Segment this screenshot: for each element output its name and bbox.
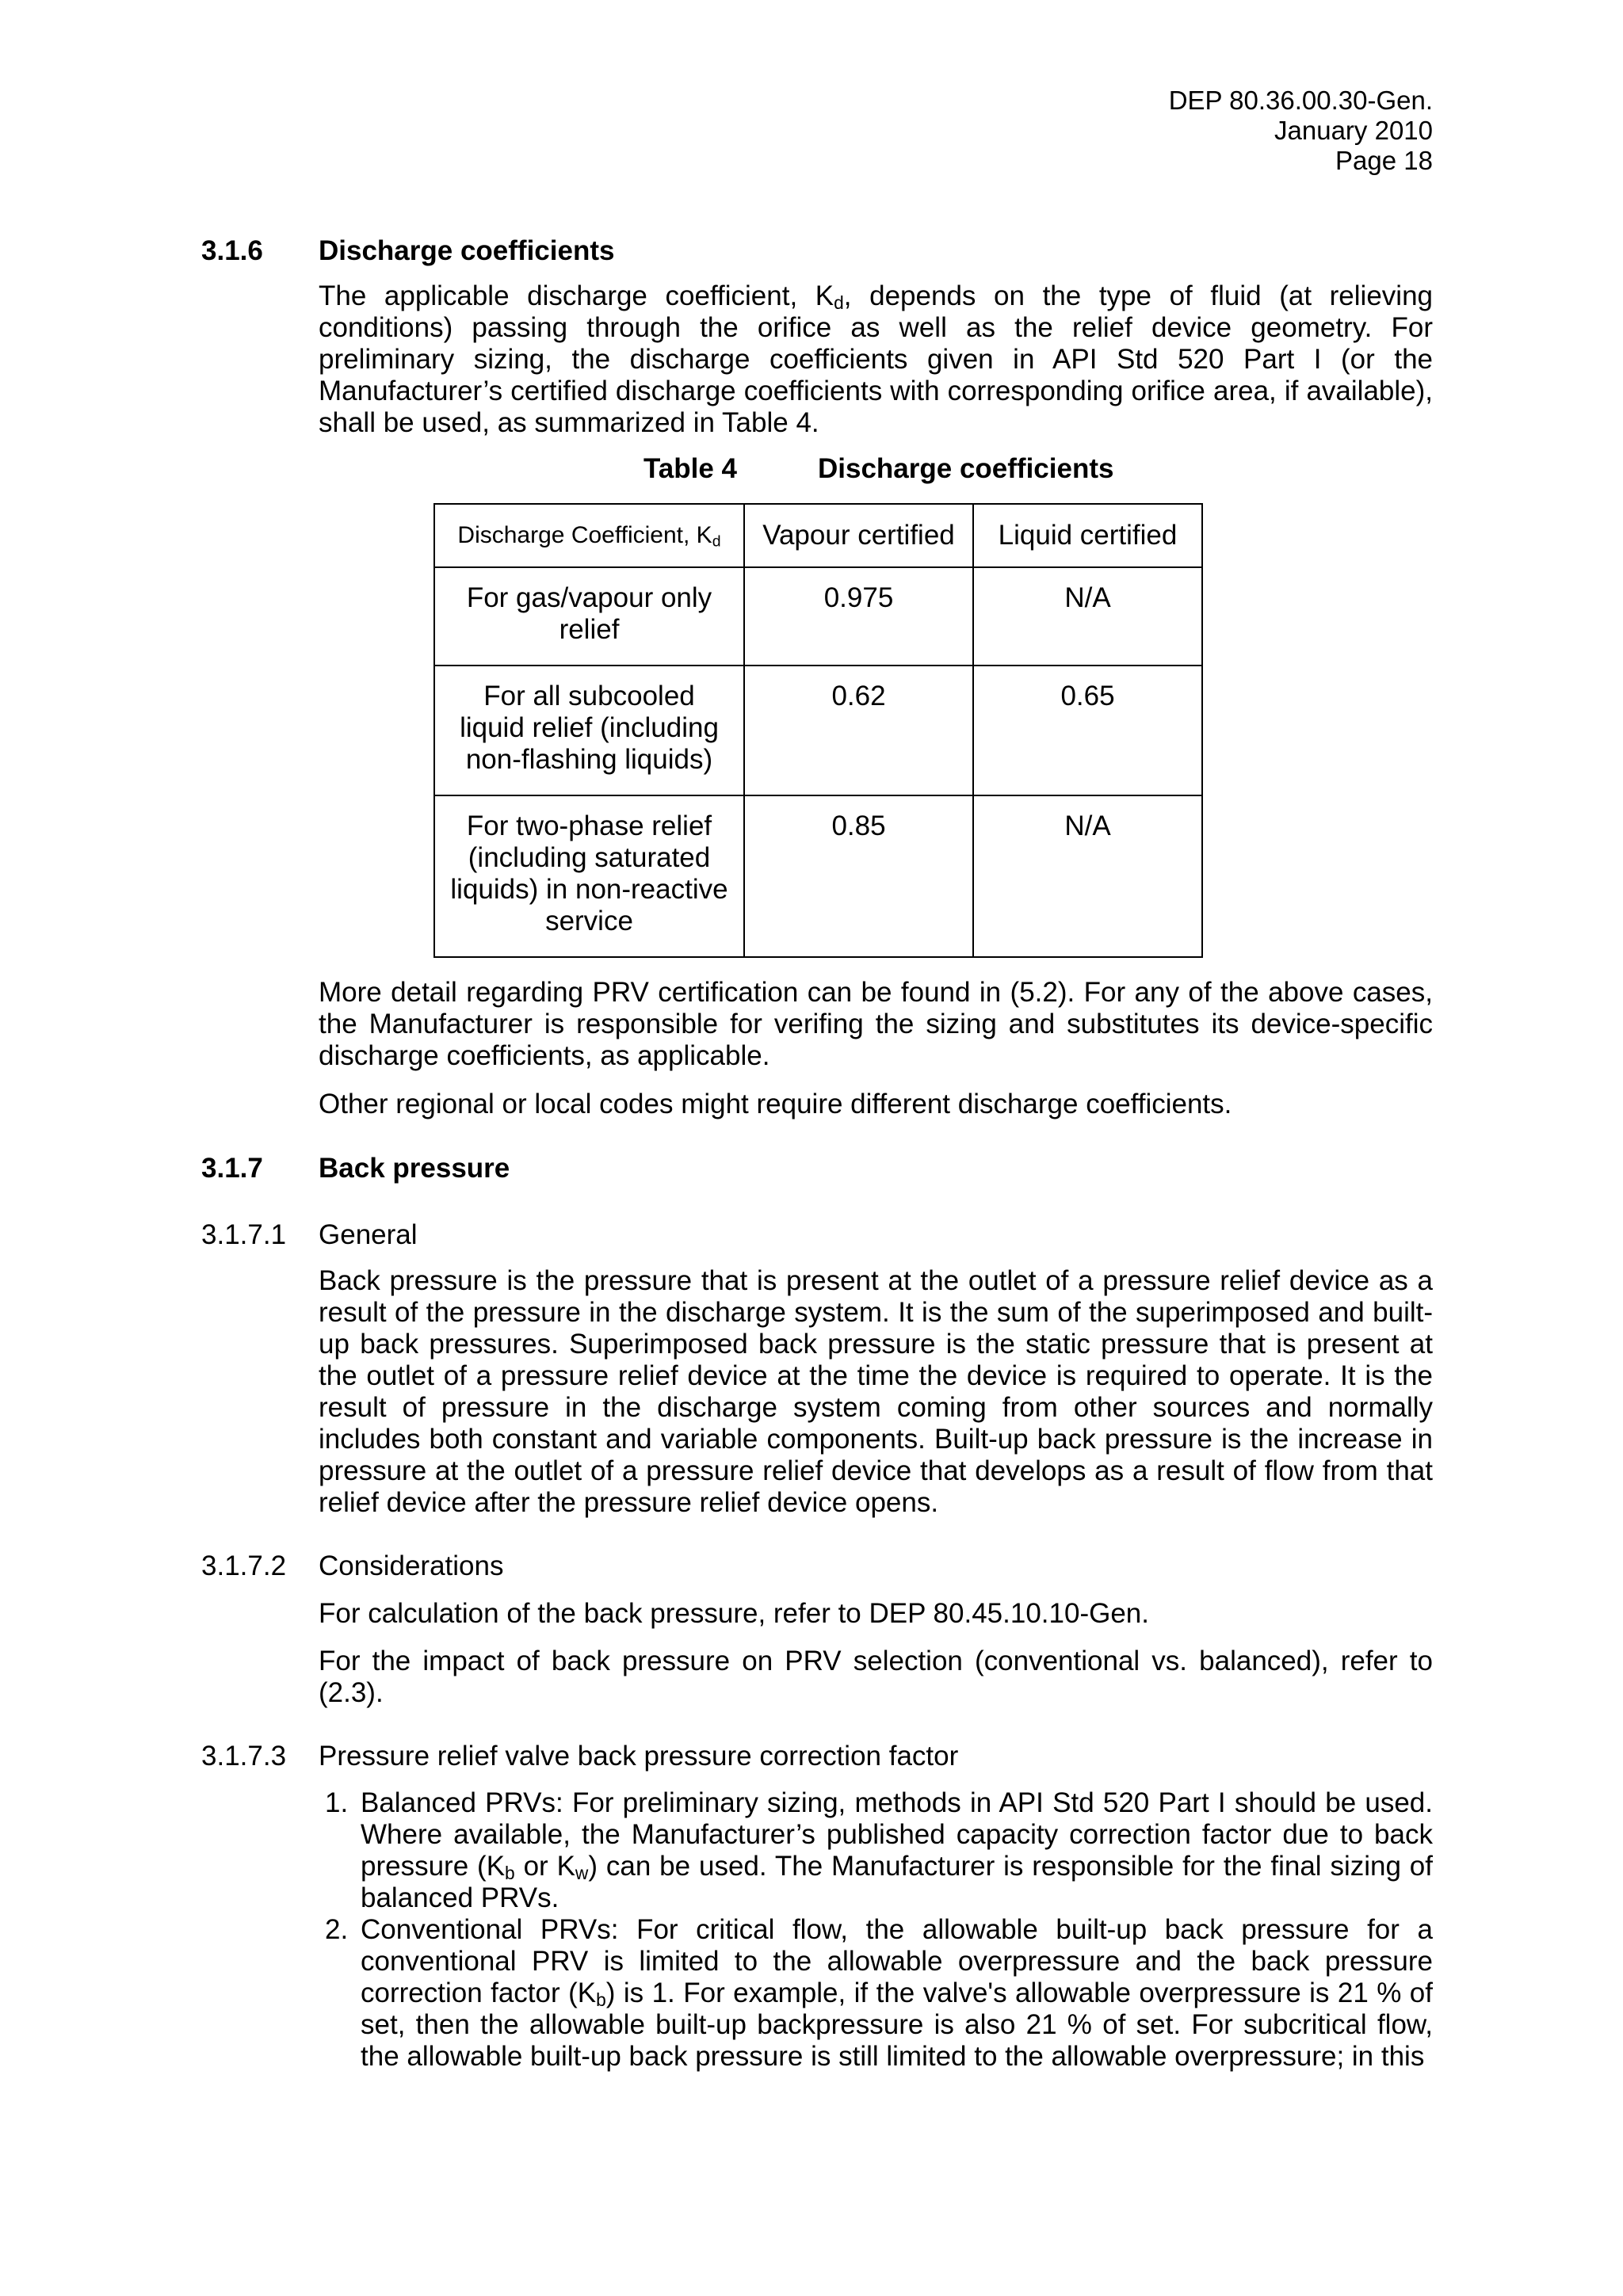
section-number-3-1-7: 3.1.7	[201, 1153, 263, 1184]
section-title-3-1-7-3: Pressure relief valve back pressure correction factor	[319, 1741, 959, 1772]
discharge-coefficients-table	[433, 503, 1203, 958]
list-text: Conventional PRVs: For critical flow, the allowable built-up back pressure for a conventional PRV is limited to the allowable overpressure and the back pressure correction factor $(K_b)$ is 1. For example, if the valve's allowable overpressure is 21 % of set, then the allowable built-up backpressure is also 21 % of set. For subcritical flow, the allowable built-up back pressure is still limited to the allowable overpressure; in this	[361, 1914, 1433, 2072]
section-number-3-1-7-3: 3.1.7.3	[201, 1741, 287, 1772]
paragraph-prv-certification: More detail regarding PRV certification can be found in (5.2). For any of the above cases, the Manufacturer is responsible for verifing the sizing and substitutes its device-specific discharge coefficients, as applicable.	[319, 977, 1433, 1071]
doc-date: January 2010	[1274, 116, 1433, 145]
vapour-value: 0.975	[823, 582, 894, 613]
list-text: Balanced PRVs: For preliminary sizing, methods in API Std 520 Part I should be used. Where available, the Manufacturer’s published capacity correction factor due to back pressure ($K_b$ or $K_w$) can be used. The Manufacturer is responsible for the final sizing of balanced PRVs.	[361, 1787, 1433, 1913]
subscript: d	[834, 292, 844, 313]
header-discharge-coefficient: Discharge Coefficient, $K_d$	[434, 504, 744, 567]
section-number-3-1-7-2: 3.1.7.2	[201, 1550, 287, 1581]
table-row	[434, 795, 1202, 957]
section-title-3-1-6: Discharge coefficients	[319, 235, 615, 266]
row-label: For all subcooled liquid relief (including non-flashing liquids)	[460, 681, 719, 775]
paragraph-impact: For the impact of back pressure on PRV selection (conventional vs. balanced), refer to (2.3).	[319, 1646, 1433, 1708]
liquid-value: 0.65	[1060, 681, 1115, 711]
table-row	[434, 567, 1202, 666]
list-item	[319, 1787, 1433, 1914]
vapour-value: 0.85	[831, 810, 886, 841]
row-label: For two-phase relief (including saturated liquids) in non-reactive service	[450, 810, 728, 936]
row-label: For gas/vapour only relief	[466, 582, 712, 645]
section-title-3-1-7-1: General	[319, 1219, 418, 1250]
liquid-value: N/A	[1064, 582, 1111, 613]
doc-number: DEP 80.36.00.30-Gen.	[1168, 86, 1433, 115]
list-item	[319, 1914, 1433, 2073]
intro-paragraph: The applicable discharge coefficient, $K_d$, depends on the type of fluid (at relieving conditions) passing through the orifice as well as the relief device geometry. For preliminary sizing, the discharge coefficients given in API Std 520 Part I (or the Manufacturer’s certified discharge coefficients with corresponding orifice area, if available), shall be used, as summarized in Table 4.	[319, 280, 1433, 438]
page-header	[1169, 86, 1433, 176]
header-liquid-certified: Liquid certified	[973, 504, 1202, 567]
section-number-3-1-7-1: 3.1.7.1	[201, 1219, 287, 1250]
paragraph-calculation: For calculation of the back pressure, refer to DEP 80.45.10.10-Gen.	[319, 1598, 1149, 1629]
table-row	[434, 666, 1202, 795]
table-header-row	[434, 504, 1202, 567]
table-label: Table 4	[643, 453, 738, 484]
section-title-3-1-7: Back pressure	[319, 1153, 510, 1184]
vapour-value: 0.62	[831, 681, 886, 711]
header-vapour-certified: Vapour certified	[744, 504, 973, 567]
paragraph-regional-codes: Other regional or local codes might require different discharge coefficients.	[319, 1089, 1232, 1119]
page-number: Page 18	[1335, 146, 1433, 175]
list-number: 1.	[325, 1787, 349, 1818]
paragraph-back-pressure-general: Back pressure is the pressure that is present at the outlet of a pressure relief device as a result of the pressure in the discharge system. It is the sum of the superimposed and built-up back pressures. Superimposed back pressure is the static pressure that is present at the outlet of a pressure relief device at the time the device is required to operate. It is the result of pressure in the discharge system coming from other sources and normally includes both constant and variable components. Built-up back pressure is the increase in pressure at the outlet of a pressure relief device that develops as a result of flow from that relief device after the pressure relief device opens.	[319, 1265, 1433, 1518]
table-title: Discharge coefficients	[818, 453, 1114, 484]
section-number-3-1-6: 3.1.6	[201, 235, 263, 266]
section-title-3-1-7-2: Considerations	[319, 1550, 504, 1581]
liquid-value: N/A	[1064, 810, 1111, 841]
list-number: 2.	[325, 1914, 349, 1945]
